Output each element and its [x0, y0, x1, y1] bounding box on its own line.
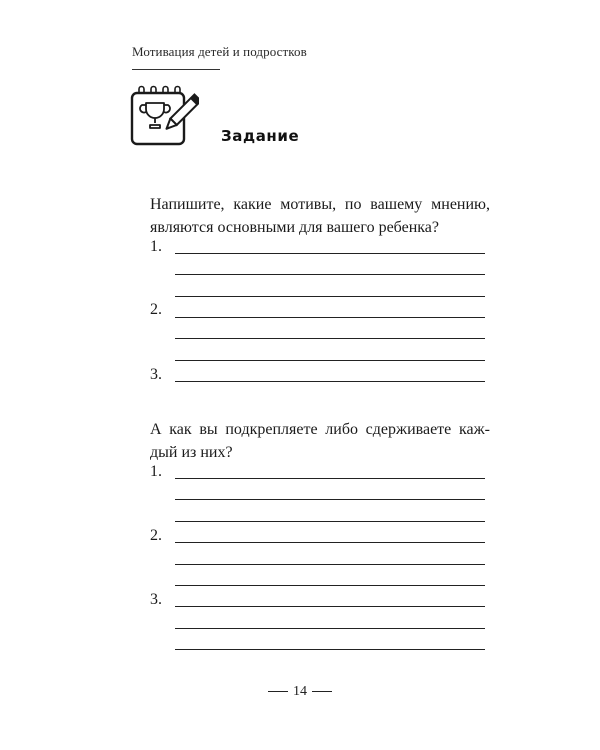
page-footer: [0, 684, 600, 700]
answer-line[interactable]: [175, 317, 485, 318]
question-1-line-1: Напишите, какие мотивы, по вашему мнению,: [150, 196, 490, 213]
question-1-item-3-number: 3.: [150, 366, 162, 383]
question-2-text: [150, 418, 490, 464]
folio-dash-left: [268, 691, 288, 692]
answer-line[interactable]: [175, 338, 485, 339]
question-1-line-2: являются основными для вашего ребенка?: [150, 219, 439, 236]
answer-line[interactable]: [175, 628, 485, 629]
answer-line[interactable]: [175, 564, 485, 565]
answer-line[interactable]: [175, 478, 485, 479]
folio-dash-right: [312, 691, 332, 692]
answer-line[interactable]: [175, 649, 485, 650]
question-2-item-1-number: 1.: [150, 463, 162, 480]
answer-line[interactable]: [175, 585, 485, 586]
question-1-text: [150, 193, 490, 239]
answer-line[interactable]: [175, 542, 485, 543]
question-2-item-2-number: 2.: [150, 527, 162, 544]
task-title: Задание: [221, 127, 300, 145]
question-1-item-2-number: 2.: [150, 301, 162, 318]
question-2-item-3-number: 3.: [150, 591, 162, 608]
running-head: Мотивация детей и подростков: [132, 44, 307, 59]
answer-line[interactable]: [175, 499, 485, 500]
answer-line[interactable]: [175, 253, 485, 254]
answer-line[interactable]: [175, 296, 485, 297]
answer-line[interactable]: [175, 521, 485, 522]
answer-line[interactable]: [175, 381, 485, 382]
question-2-line-2: дый из них?: [150, 444, 233, 461]
question-2-line-1: А как вы подкрепляете либо сдерживаете каж-: [150, 421, 490, 438]
running-head-rule: [132, 69, 220, 70]
page-number: 14: [293, 684, 307, 699]
question-1-item-1-number: 1.: [150, 238, 162, 255]
trophy-notepad-pencil-icon: [129, 85, 199, 147]
answer-line[interactable]: [175, 606, 485, 607]
answer-line[interactable]: [175, 360, 485, 361]
answer-line[interactable]: [175, 274, 485, 275]
